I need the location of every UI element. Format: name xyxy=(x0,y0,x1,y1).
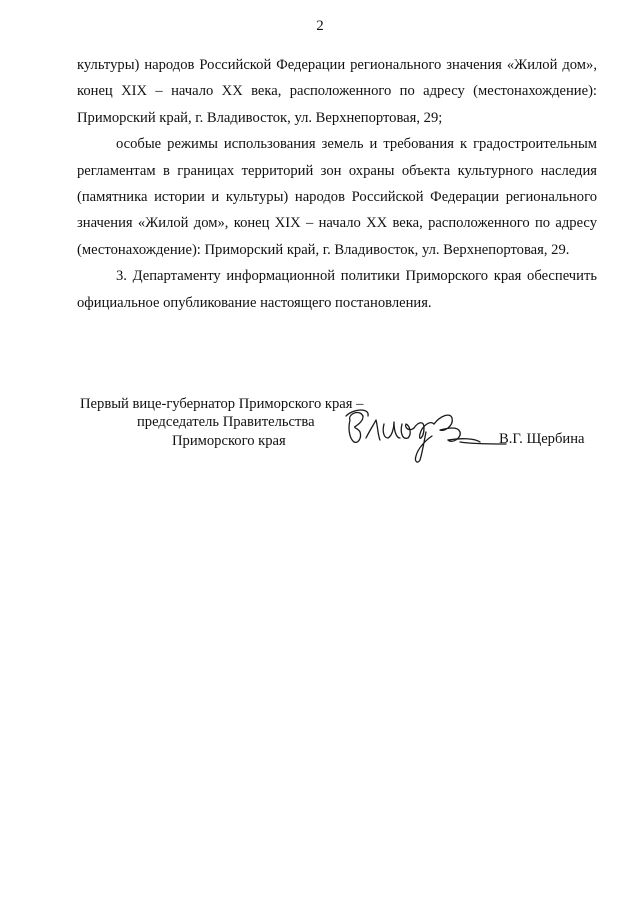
page-number: 2 xyxy=(316,18,324,34)
signatory-title-line-3: Приморского края xyxy=(172,433,286,449)
paragraph-special-regimes: особые режимы использования земель и требования к градостроительным регламентам в границах территорий зон охраны объекта культурного наследия (памятника истории и культуры) народов Российской Федерации регионального значения «Жилой дом», конец XIX – начало XX века, расположенного по адресу (местонахождение): Приморский край, г. Владивосток, ул. Верхнепортовая, 29. xyxy=(77,136,597,258)
signatory-title-line-2: председатель Правительства xyxy=(137,414,315,430)
paragraph-continuation: культуры) народов Российской Федерации регионального значения «Жилой дом», конец XIX – начало XX века, расположенного по адресу (местонахождение): Приморский край, г. Владивосток, ул. Верхнепортовая, 29; xyxy=(77,57,597,126)
signatory-name: В.Г. Щербина xyxy=(499,431,585,447)
paragraph-publication-order: 3. Департаменту информационной политики Приморского края обеспечить официальное опубликование настоящего постановления. xyxy=(77,268,597,311)
signatory-title-line-1: Первый вице-губернатор Приморского края – xyxy=(80,396,364,412)
document-body xyxy=(77,52,597,316)
handwritten-signature xyxy=(340,398,510,468)
